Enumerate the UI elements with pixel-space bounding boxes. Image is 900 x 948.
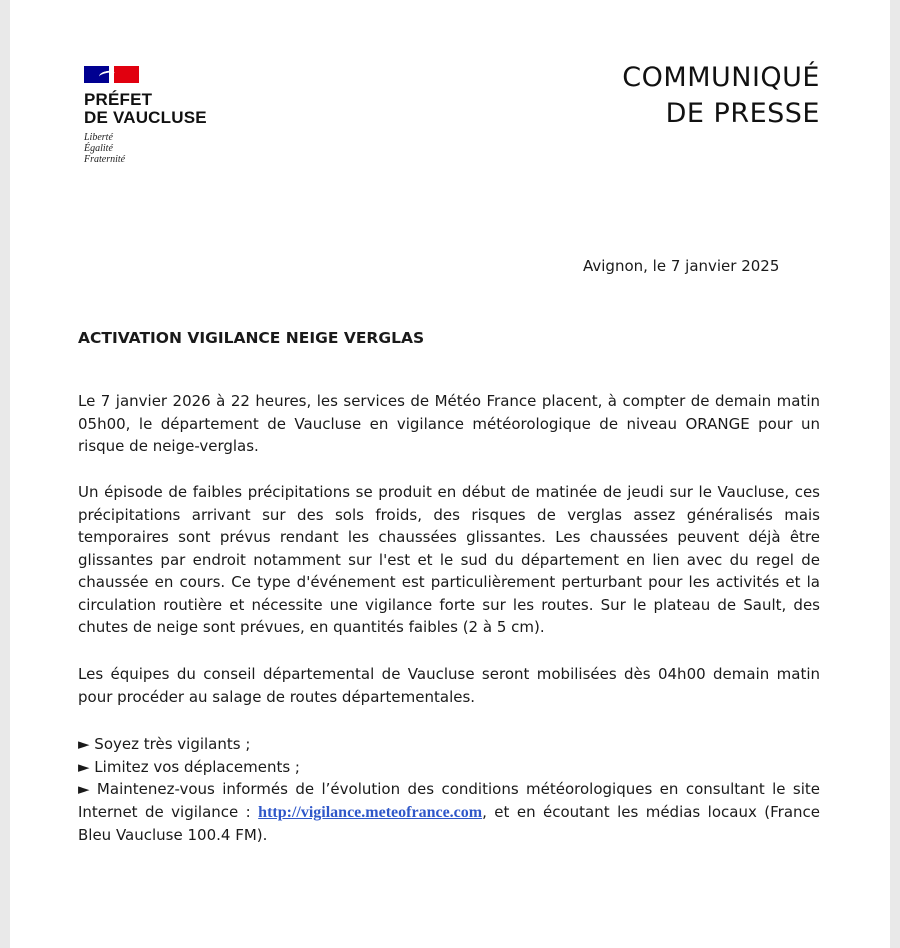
prefecture-name	[84, 91, 234, 127]
document-title	[622, 60, 820, 132]
advice-item-1: ► Soyez très vigilants ;	[78, 735, 251, 753]
prefecture-logo	[84, 66, 234, 165]
prefecture-name-line1: PRÉFET	[84, 90, 153, 109]
motto-egalite: Égalité	[84, 143, 113, 154]
document-title-line2: DE PRESSE	[665, 98, 820, 129]
advice-list	[78, 733, 820, 847]
motto-fraternite: Fraternité	[84, 154, 126, 165]
republic-motto	[84, 132, 234, 165]
paragraph-2: Un épisode de faibles précipitations se produit en début de matinée de jeudi sur le Vaucluse, ces précipitations arrivant sur des sols froids, des risques de verglas assez généralisés mais temporaires sont prévus rendant les chaussées glissantes. Les chaussées peuvent déjà être glissantes par endroit notamment sur l'est et le sud du département en lien avec du regel de chaussée en cours. Ce type d'événement est particulièrement perturbant pour les activités et la circulation routière et nécessite une vigilance forte sur les routes. Sur le plateau de Sault, des chutes de neige sont prévues, en quantités faibles (2 à 5 cm).	[78, 483, 820, 636]
motto-liberte: Liberté	[84, 132, 113, 143]
advice-item-3	[78, 778, 820, 847]
prefecture-name-line2: DE VAUCLUSE	[84, 108, 207, 127]
paragraph-1: Le 7 janvier 2026 à 22 heures, les services de Météo France placent, à compter de demain matin 05h00, le département de Vaucluse en vigilance météorologique de niveau ORANGE pour un risque de neige-verglas.	[78, 392, 820, 455]
paragraph-3: Les équipes du conseil départemental de Vaucluse seront mobilisées dès 04h00 demain matin pour procéder au salage de routes départementales.	[78, 665, 820, 706]
advice-item-3-text: ► Maintenez-vous informés de l’évolution des conditions météorologiques en consultant le site Internet de vigilance :	[78, 780, 820, 821]
press-release-page	[10, 0, 890, 948]
vigilance-link[interactable]: http://vigilance.meteofrance.com	[258, 803, 483, 821]
document-title-line1: COMMUNIQUÉ	[622, 62, 820, 93]
advice-item-2: ► Limitez vos déplacements ;	[78, 757, 300, 776]
french-flag-icon	[84, 66, 139, 83]
release-date: Avignon, le 7 janvier 2025	[583, 257, 780, 275]
release-heading: ACTIVATION VIGILANCE NEIGE VERGLAS	[78, 329, 425, 347]
advice-item-3-text-end: , et en écoutant les médias locaux (France Bleu Vaucluse 100.4 FM).	[78, 802, 820, 844]
